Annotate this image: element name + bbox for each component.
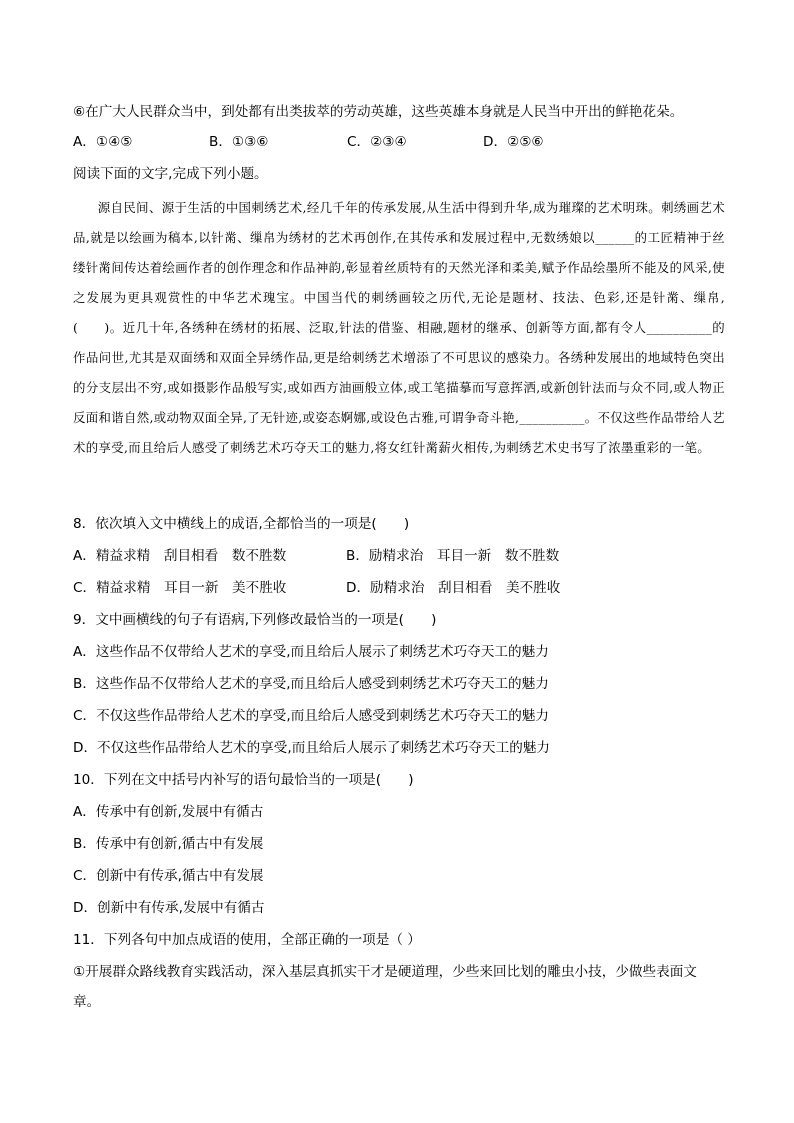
question-10-stem: 10．下列在文中括号内补写的语句最恰当的一项是( ) (73, 772, 414, 788)
question-11-stem: 11．下列各句中加点成语的使用，全部正确的一项是（ ） (73, 932, 421, 948)
question-9-stem: 9．文中画横线的句子有语病,下列修改最恰当的一项是( ) (73, 612, 437, 628)
q9-option-c: C．不仅这些作品带给人艺术的享受,而且给后人感受到刺绣艺术巧夺天工的魅力 (73, 708, 549, 724)
q11-item-1-line-2: 章。 (73, 994, 101, 1010)
option-b: B．①③⑥ (209, 134, 269, 150)
q9-option-a: A．这些作品不仅带给人艺术的享受,而且给后人展示了刺绣艺术巧夺天工的魅力 (73, 644, 549, 660)
q11-item-1-line-1: ①开展群众路线教育实践活动，深入基层真抓实干才是硬道理，少些来回比划的雕虫小技，少做些表面文 (73, 964, 697, 980)
q8-option-a: A．精益求精 刮目相看 数不胜数 (73, 548, 287, 564)
q10-option-c: C．创新中有传承,循古中有发展 (73, 868, 264, 884)
q10-option-a: A．传承中有创新,发展中有循古 (73, 804, 264, 820)
reading-passage: 源自民间、源于生活的中国刺绣艺术,经几千年的传承发展,从生活中得到升华,成为璀璨的艺术明珠。刺绣画艺术品,就是以绘画为稿本,以针黹、缫帛为绣材的艺术再创作,在其传承和发展过程中,无数绣娘以______的工匠精神于丝缕针黹间传达着绘画作者的创作理念和作品神韵,彰显着丝质特有的天然光泽和柔美,赋予作品绘墨所不能及的风采,使之发展为更具观赏性的中华艺术瑰宝。中国当代的刺绣画较之历代,无论是题材、技法、色彩,还是针黹、缫帛,( )。近几十年,各绣种在绣材的拓展、泛取,针法的借鉴、相融,题材的继承、创新等方面,都有令人__________的作品问世,尤其是双面绣和双面全异绣作品,更是给刺绣艺术增添了不可思议的感染力。各绣种发展出的地域特色突出的分支层出不穷,或如摄影作品般写实,或如西方油画般立体,或工笔描摹而写意挥洒,或新创针法而与众不同,或人物正反面和谐自然,或动物双面全异,了无针迹,或姿态婀娜,或设色古雅,可谓争奇斗艳,__________。不仅这些作品带给人艺术的享受,而且给后人感受了刺绣艺术巧夺天工的魅力,将女红针黹薪火相传,为刺绣艺术史书写了浓墨重彩的一笔。 (73, 200, 725, 455)
question-item-6: ⑥在广大人民群众当中，到处都有出类拔萃的劳动英雄，这些英雄本身就是人民当中开出的鲜艳花朵。 (73, 104, 684, 120)
q8-option-c: C．精益求精 耳目一新 美不胜收 (73, 580, 287, 596)
q8-option-b: B．励精求治 耳目一新 数不胜数 (346, 548, 560, 564)
q9-option-b: B．这些作品不仅带给人艺术的享受,而且给后人感受到刺绣艺术巧夺天工的魅力 (73, 676, 549, 692)
option-d: D．②⑤⑥ (483, 134, 544, 150)
option-a: A．①④⑤ (73, 134, 133, 150)
question-8-stem: 8．依次填入文中横线上的成语,全都恰当的一项是( ) (73, 516, 410, 532)
q8-option-d: D．励精求治 刮目相看 美不胜收 (346, 580, 561, 596)
reading-instruction: 阅读下面的文字,完成下列小题。 (73, 166, 268, 182)
q10-option-d: D．创新中有传承,发展中有循古 (73, 900, 265, 916)
q10-option-b: B．传承中有创新,循古中有发展 (73, 836, 264, 852)
option-c: C．②③④ (347, 134, 407, 150)
q9-option-d: D．不仅这些作品带给人艺术的享受,而且给后人展示了刺绣艺术巧夺天工的魅力 (73, 740, 550, 756)
